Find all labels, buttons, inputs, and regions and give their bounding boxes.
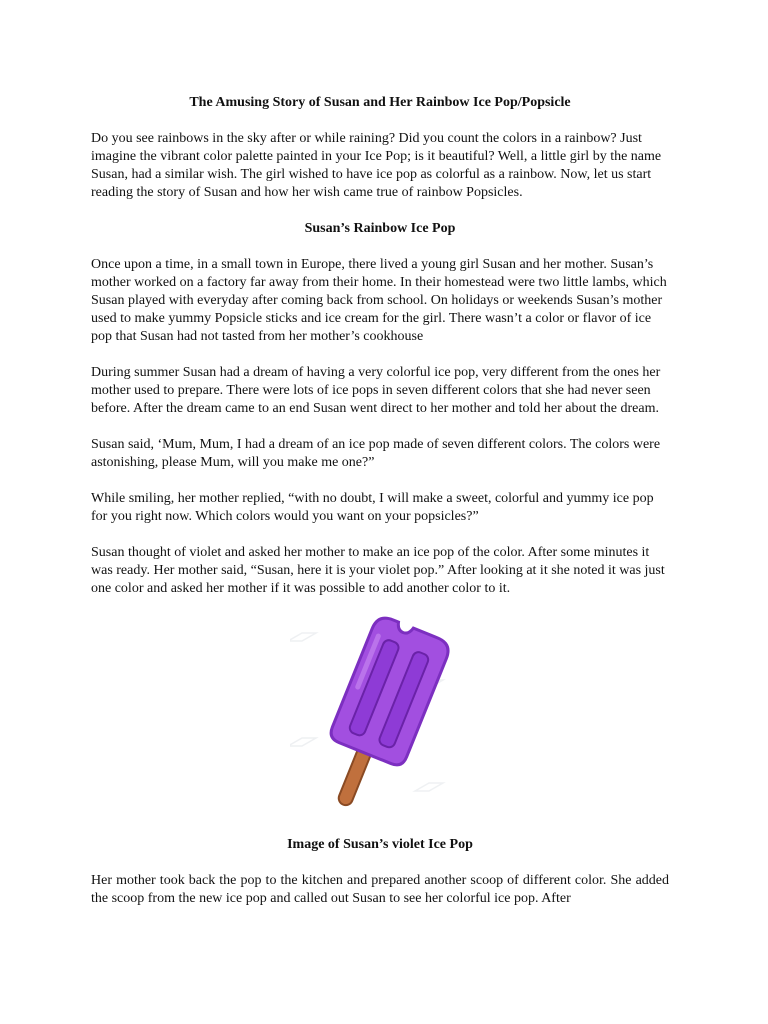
document-title: The Amusing Story of Susan and Her Rainbow Ice Pop/Popsicle <box>189 95 571 110</box>
story-paragraph-1: Once upon a time, in a small town in Europe, there lived a young girl Susan and her mother. Susan’s mother worked on a factory far away from their home. In their homestead were two little lambs, which Susan played with everyday after coming back from school. On holidays or weekends Susan’s mother used to make yummy Popsicle sticks and ice cream for the girl. There wasn’t a color or flavor of ice pop that Susan had not tasted from her mother’s cookhouse <box>91 257 667 344</box>
figure-caption: Image of Susan’s violet Ice Pop <box>287 837 473 852</box>
closing-paragraph: Her mother took back the pop to the kitchen and prepared another scoop of different color. She added the scoop from the new ice pop and called out Susan to see her colorful ice pop. After <box>91 873 669 906</box>
intro-paragraph: Do you see rainbows in the sky after or while raining? Did you count the colors in a rainbow? Just imagine the vibrant color palette painted in your Ice Pop; is it beautiful? Well, a little girl by the name Susan, had a similar wish. The girl wished to have ice pop as colorful as a rainbow. Now, let us start reading the story of Susan and how her wish came true of rainbow Popsicles. <box>91 131 662 200</box>
document-page <box>91 94 669 926</box>
violet-ice-pop-icon <box>290 616 470 816</box>
section-heading: Susan’s Rainbow Ice Pop <box>304 221 456 236</box>
story-paragraph-5: Susan thought of violet and asked her mother to make an ice pop of the color. After some minutes it was ready. Her mother said, “Susan, here it is your violet pop.” After looking at it she noted it was just one color and asked her mother if it was possible to add another color to it. <box>91 545 665 596</box>
ice-pop-figure <box>290 616 470 816</box>
story-paragraph-4: While smiling, her mother replied, “with no doubt, I will make a sweet, colorful and yummy ice pop for you right now. Which colors would you want on your popsicles?” <box>91 491 654 524</box>
story-paragraph-3: Susan said, ‘Mum, Mum, I had a dream of an ice pop made of seven different colors. The colors were astonishing, please Mum, will you make me one?” <box>91 437 661 470</box>
story-paragraph-2: During summer Susan had a dream of having a very colorful ice pop, very different from the ones her mother used to prepare. There were lots of ice pops in seven different colors that she had never seen before. After the dream came to an end Susan went direct to her mother and told her about the dream. <box>91 365 661 416</box>
